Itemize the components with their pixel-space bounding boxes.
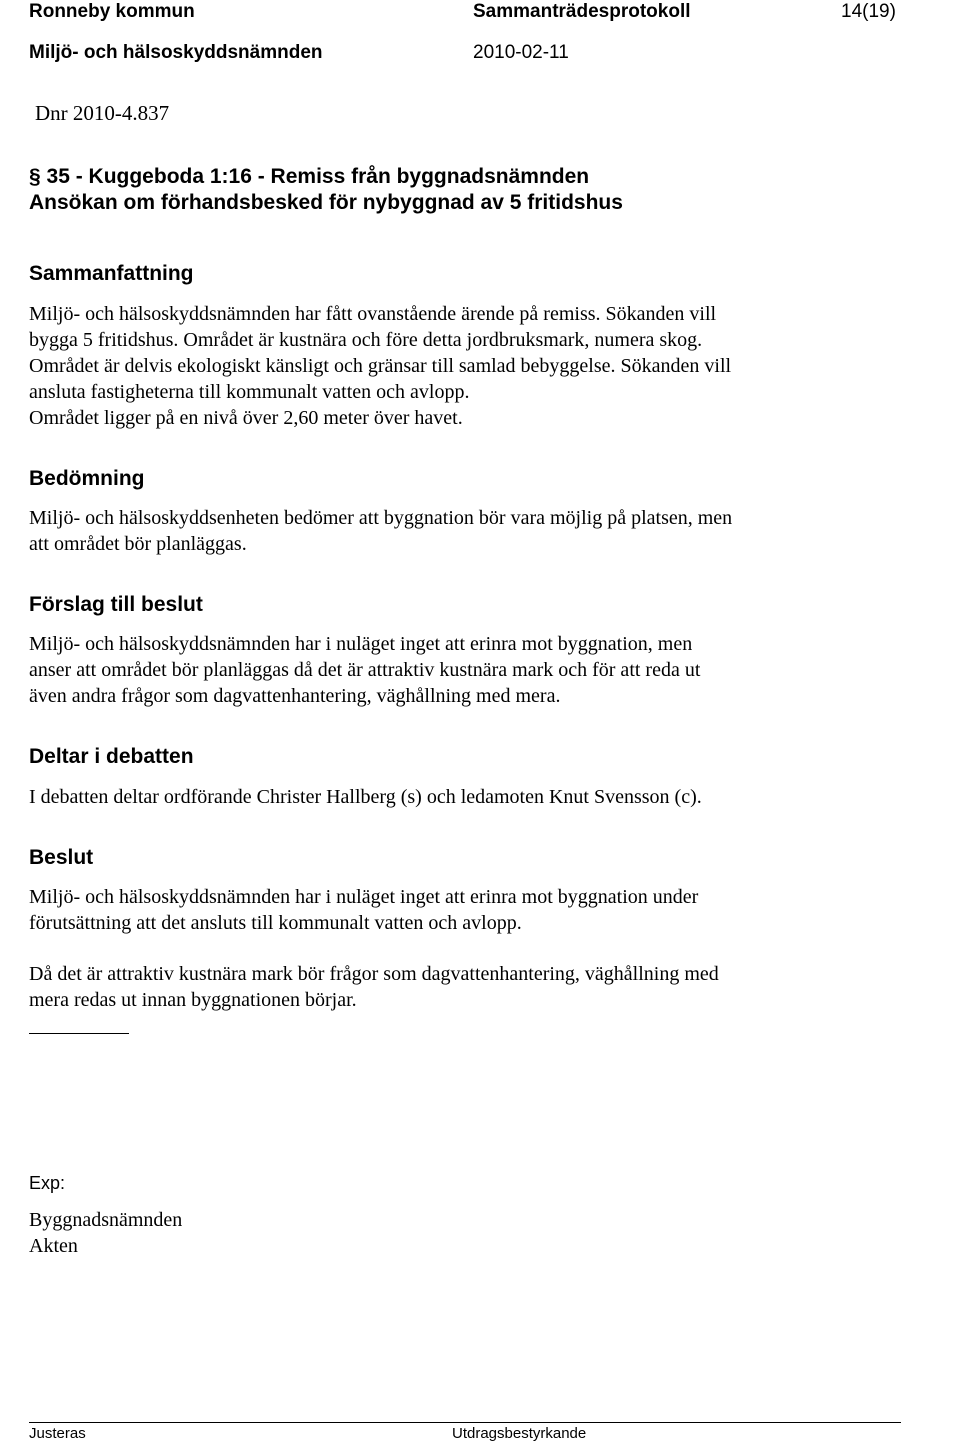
- heading-bedomning: Bedömning: [29, 467, 145, 490]
- footer-rule: [29, 1422, 901, 1423]
- case-title-line1: § 35 - Kuggeboda 1:16 - Remiss från byggnadsnämnden: [29, 165, 590, 188]
- recipient: Byggnadsnämnden: [29, 1209, 183, 1231]
- text-line: förutsättning att det ansluts till kommunalt vatten och avlopp.: [29, 912, 522, 934]
- meeting-date: 2010-02-11: [473, 42, 569, 63]
- heading-sammanfattning: Sammanfattning: [29, 262, 194, 285]
- paragraph-deltar: [29, 784, 929, 810]
- page-number: 14(19): [841, 1, 896, 22]
- text-line: Området är delvis ekologiskt känsligt och gränsar till samlad bebyggelse. Sökanden vill: [29, 355, 732, 377]
- text-line: Miljö- och hälsoskyddsnämnden har i nuläget inget att erinra mot byggnation under: [29, 886, 699, 908]
- heading-forslag-till-beslut: Förslag till beslut: [29, 593, 203, 616]
- text-line: Miljö- och hälsoskyddsnämnden har fått ovanstående ärende på remiss. Sökanden vill: [29, 303, 717, 325]
- diary-number: Dnr 2010-4.837: [35, 101, 170, 125]
- text-line: Området ligger på en nivå över 2,60 meter över havet.: [29, 407, 463, 429]
- text-line: I debatten deltar ordförande Christer Hallberg (s) och ledamoten Knut Svensson (c).: [29, 786, 702, 808]
- section-end-rule: [29, 1033, 129, 1034]
- footer-justeras: Justeras: [29, 1425, 86, 1442]
- paragraph-beslut-2: [29, 961, 929, 1013]
- text-line: Då det är attraktiv kustnära mark bör frågor som dagvattenhantering, väghållning med: [29, 963, 719, 985]
- paragraph-forslag: [29, 631, 929, 709]
- text-line: bygga 5 fritidshus. Området är kustnära och före detta jordbruksmark, numera skog.: [29, 329, 703, 351]
- text-line: anser att området bör planläggas då det är attraktiv kustnära mark och för att reda ut: [29, 659, 701, 681]
- expedition-label: Exp:: [29, 1173, 66, 1193]
- document-type: Sammanträdesprotokoll: [473, 1, 691, 22]
- organization-name: Ronneby kommun: [29, 1, 195, 22]
- text-line: Miljö- och hälsoskyddsnämnden har i nuläget inget att erinra mot byggnation, men: [29, 633, 693, 655]
- recipient: Akten: [29, 1235, 78, 1257]
- heading-deltar-i-debatten: Deltar i debatten: [29, 745, 194, 768]
- case-title-line2: Ansökan om förhandsbesked för nybyggnad av 5 fritidshus: [29, 191, 623, 214]
- text-line: att området bör planläggas.: [29, 533, 247, 555]
- text-line: Miljö- och hälsoskyddsenheten bedömer att byggnation bör vara möjlig på platsen, men: [29, 507, 733, 529]
- paragraph-beslut-1: [29, 884, 929, 936]
- case-title: [29, 164, 623, 216]
- paragraph-sammanfattning: [29, 301, 929, 431]
- heading-beslut: Beslut: [29, 846, 94, 869]
- expedition-recipients: [29, 1207, 182, 1259]
- text-line: mera redas ut innan byggnationen börjar.: [29, 989, 357, 1011]
- text-line: ansluta fastigheterna till kommunalt vatten och avlopp.: [29, 381, 470, 403]
- text-line: även andra frågor som dagvattenhantering, väghållning med mera.: [29, 685, 561, 707]
- committee-name: Miljö- och hälsoskyddsnämnden: [29, 42, 323, 63]
- paragraph-bedomning: [29, 505, 929, 557]
- footer-utdragsbestyrkande: Utdragsbestyrkande: [452, 1425, 587, 1442]
